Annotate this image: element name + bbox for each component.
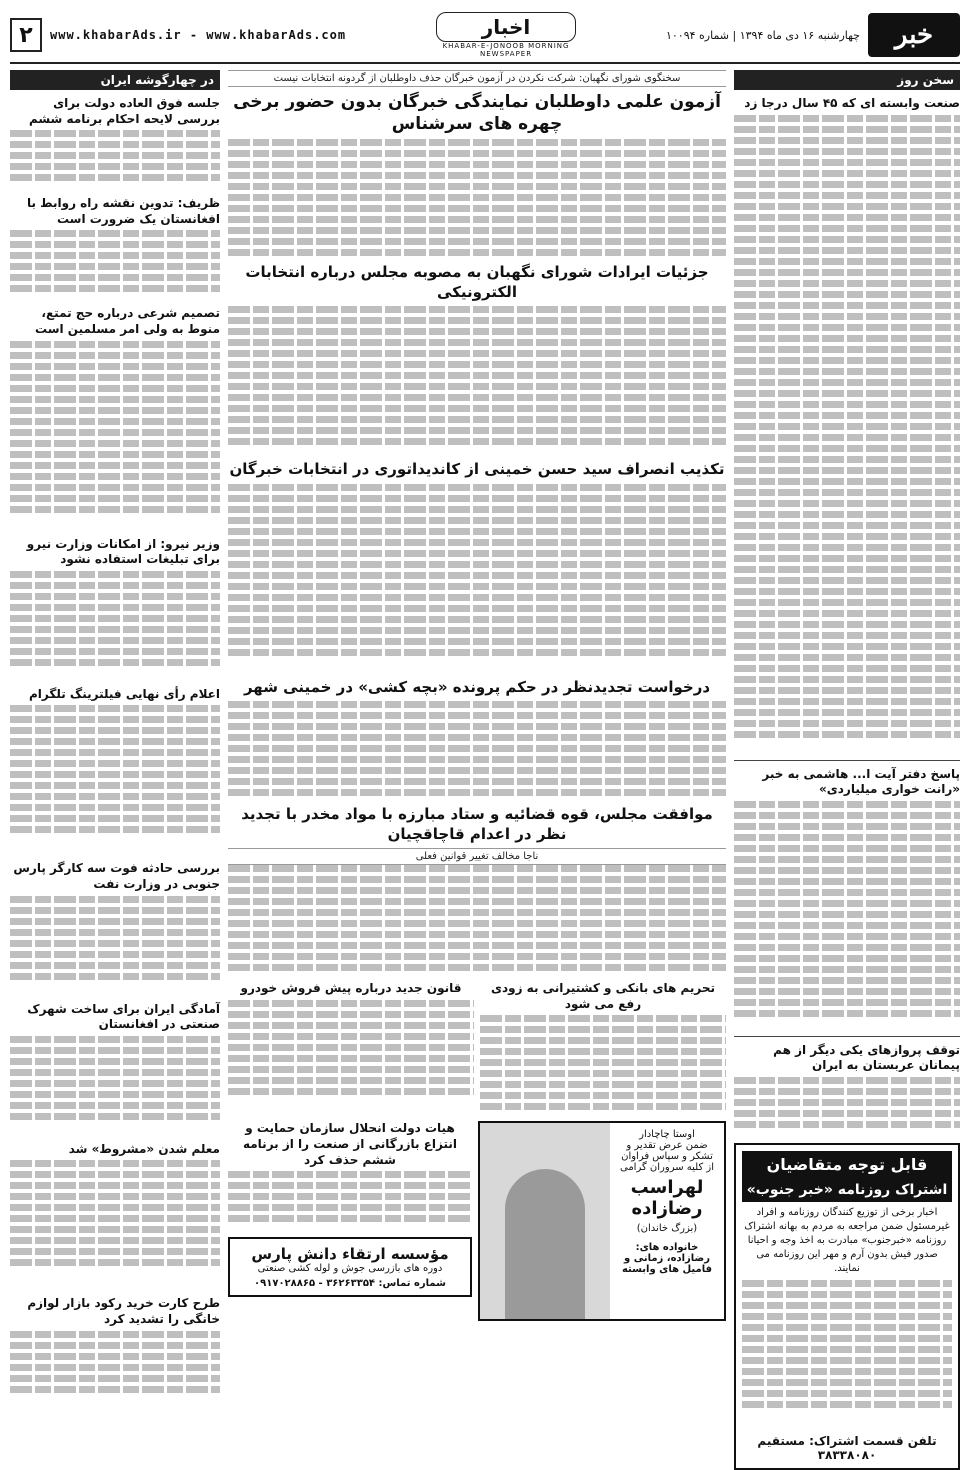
ad-phone: تلفن قسمت اشتراک: مستقیم ۳۸۳۳۸۰۸۰ bbox=[757, 1433, 937, 1462]
brief-text bbox=[10, 1036, 220, 1136]
subscription-ad bbox=[734, 1143, 960, 1470]
editorial-text bbox=[734, 115, 960, 755]
ad-title-2: اشتراک روزنامه «خبر جنوب» bbox=[742, 1178, 952, 1202]
headline-4: درخواست تجدیدنظر در حکم پرونده «بچه کشی» در خمینی شهر bbox=[243, 677, 711, 696]
news-headline: توقف پروازهای یکی دیگر از هم پیمانان عربستان به ایران bbox=[773, 1042, 960, 1073]
brief-text bbox=[10, 1331, 220, 1411]
obit-family: خانواده های: رضازاده، زمانی و فامیل های وابسته bbox=[621, 1242, 713, 1276]
brief-headline: طرح کارت خرید رکود بازار لوازم خانگی را تشدید کرد bbox=[27, 1296, 220, 1326]
ad-title: قابل توجه متقاضیان bbox=[742, 1151, 952, 1178]
main-headline: آزمون علمی داوطلبان نمایندگی خبرگان بدون حضور برخی چهره های سرشناس bbox=[233, 92, 721, 135]
brief-headline: آمادگی ایران برای ساخت شهرک صنعتی در افغانستان bbox=[27, 1001, 220, 1032]
headline-6: قانون جدید درباره پیش فروش خودرو bbox=[240, 981, 462, 996]
kicker: سخنگوی شورای نگهبان: شرکت نکردن در آزمون خبرگان حذف داوطلبان از گردونه انتخابات نیست bbox=[228, 70, 726, 87]
section-title bbox=[436, 12, 576, 58]
section-name: اخبار bbox=[436, 12, 576, 42]
article-text bbox=[228, 1171, 472, 1231]
brief-headline: ظریف: تدوین نقشه راه روابط با افغانستان یک ضرورت است bbox=[26, 196, 220, 226]
page-number: ۲ bbox=[10, 18, 42, 52]
obit-name: لهراسب رضازاده bbox=[630, 1177, 704, 1220]
obit-photo bbox=[480, 1123, 610, 1319]
brief-text bbox=[10, 896, 220, 996]
ad-text bbox=[742, 1280, 952, 1430]
brief-headline: اعلام رأی نهایی فیلترینگ تلگرام bbox=[29, 686, 220, 701]
article-text bbox=[480, 1015, 726, 1115]
brief-text bbox=[10, 571, 220, 681]
article-text bbox=[228, 865, 726, 975]
headline-8: هیات دولت انحلال سازمان حمایت و انتزاع بازرگانی از صنعت را از برنامه ششم حذف کرد bbox=[242, 1121, 458, 1167]
article-text bbox=[228, 484, 726, 674]
brief-text bbox=[10, 230, 220, 300]
article-text bbox=[228, 139, 726, 259]
brief-text bbox=[10, 341, 220, 531]
academy-phone: شماره تماس: ۳۶۲۶۳۳۵۴ - ۰۹۱۷۰۲۸۸۶۵ bbox=[254, 1278, 446, 1290]
news-headline: پاسخ دفتر آیت ا... هاشمی به خبر «رانت خواری میلیاردی» bbox=[762, 766, 960, 797]
news-text bbox=[734, 801, 960, 1031]
ad-body: اخبار برخی از توزیع کنندگان روزنامه و افراد غیرمسئول ضمن مراجعه به مردم به بهانه اشتراک روزنامه «خبرجنوب» مبادرت به اخذ وجه و احیانا صدور فیش بدون آرم و مهر این روزنامه می نمایند. bbox=[744, 1206, 950, 1274]
obit-note: (بزرگ خاندان) bbox=[636, 1223, 698, 1235]
brief-headline: تصمیم شرعی درباره حج تمتع، منوط به ولی امر مسلمین است bbox=[35, 306, 220, 336]
right-column bbox=[734, 70, 960, 1462]
headline-5-sub: ناجا مخالف تغییر قوانین فعلی bbox=[228, 848, 726, 865]
headline-3: تکذیب انصراف سید حسن خمینی از کاندیداتوری در انتخابات خبرگان bbox=[229, 460, 725, 479]
newspaper-logo: خبر bbox=[868, 13, 960, 57]
brief-text bbox=[10, 130, 220, 190]
obit-title: اوستا چاچادار bbox=[639, 1129, 695, 1141]
site-url[interactable]: www.khabarAds.ir - www.khabarAds.com bbox=[50, 28, 347, 42]
brief-headline: جلسه فوق العاده دولت برای بررسی لایحه احکام برنامه ششم bbox=[28, 96, 220, 126]
briefs-title: در چهارگوشه ایران bbox=[10, 70, 220, 90]
brief-text bbox=[10, 705, 220, 855]
article-text bbox=[228, 701, 726, 801]
headline-7: تحریم های بانکی و کشتیرانی به زودی رفع می شود bbox=[490, 981, 716, 1011]
obit-text: ضمن عرض تقدیر و تشکر و سپاس فراوان از کلیه سروران گرامی bbox=[619, 1140, 715, 1174]
academy-ad bbox=[228, 1237, 472, 1297]
section-sub: KHABAR-E-JONOOB MORNING NEWSPAPER bbox=[442, 42, 570, 58]
editorial-title: سخن روز bbox=[734, 70, 960, 90]
academy-body: دوره های بازرسی جوش و لوله کشی صنعتی bbox=[257, 1263, 443, 1275]
editorial-headline: صنعت وابسته ای که ۴۵ سال درجا زد bbox=[744, 96, 960, 110]
date-line: چهارشنبه ۱۶ دی ماه ۱۳۹۴ | شماره ۱۰۰۹۴ bbox=[665, 28, 860, 42]
academy-title: مؤسسه ارتقاء دانش پارس bbox=[251, 1245, 449, 1264]
brief-headline: وزیر نیرو: از امکانات وزارت نیرو برای تبلیغات استفاده نشود bbox=[26, 536, 220, 567]
obituary-notice bbox=[478, 1121, 726, 1321]
article-text bbox=[228, 306, 726, 456]
left-column bbox=[10, 70, 220, 1422]
headline-5: موافقت مجلس، قوه قضائیه و ستاد مبارزه با مواد مخدر با تجدید نظر در اعدام قاچاقچیان bbox=[241, 805, 713, 843]
brief-headline: معلم شدن «مشروط» شد bbox=[68, 1141, 220, 1156]
masthead bbox=[10, 8, 960, 64]
brief-text bbox=[10, 1160, 220, 1290]
headline-2: جزئیات ایرادات شورای نگهبان به مصوبه مجلس درباره انتخابات الکترونیکی bbox=[245, 263, 709, 301]
brief-headline: بررسی حادثه فوت سه کارگر پارس جنوبی در وزارت نفت bbox=[13, 861, 220, 891]
news-text bbox=[734, 1077, 960, 1137]
middle-column bbox=[228, 70, 726, 1422]
article-text bbox=[228, 1000, 474, 1100]
